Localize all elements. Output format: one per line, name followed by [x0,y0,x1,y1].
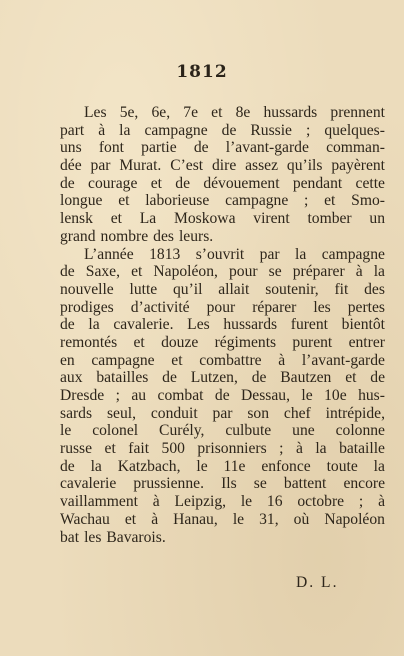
text-line: de Saxe, et Napoléon, pour se préparer à la [60,263,385,281]
text-line: L’année 1813 s’ouvrit par la campagne [84,245,385,263]
text-line: remontés et douze régiments purent entrer [60,333,385,351]
text-line: dée par Murat. C’est dire assez qu’ils payèrent [60,157,385,175]
text-line: grand nombre des leurs. [60,227,214,245]
text-line: de la Katzbach, le 11e enfonce toute la [60,457,385,475]
text-line: vaillamment à Leipzig, le 16 octobre ; à [60,493,385,511]
text-line: aux batailles de Lutzen, de Bautzen et de [60,369,385,387]
text-line: lensk et La Moskowa virent tomber un [60,210,385,228]
text-line: nouvelle lutte qu’il allait soutenir, fit des [60,280,385,298]
text-line: cavalerie prussienne. Ils se battent encore [60,475,385,493]
text-line: le colonel Curély, culbute une colonne [60,422,385,440]
signature: D. L. [296,574,339,591]
text-line: uns font partie de l’avant-garde comman- [60,139,385,157]
text-line: Les 5e, 6e, 7e et 8e hussards prennent [84,104,385,121]
text-line: sards seul, conduit par son chef intrépide, [60,404,385,422]
body-text [60,104,385,546]
text-line: de la cavalerie. Les hussards furent bientôt [60,316,385,334]
text-line: en campagne et combattre à l’avant-garde [60,351,385,369]
text-line: part à la campagne de Russie ; quelques- [60,121,385,139]
text-line: bat les Bavarois. [60,528,166,546]
text-line: Dresde ; au combat de Dessau, le 10e hus- [60,387,385,404]
text-line: longue et laborieuse campagne ; et Smo- [60,192,385,210]
page-heading: 1812 [176,62,228,82]
text-line: Wachau et à Hanau, le 31, où Napoléon [60,510,385,528]
text-line: russe et fait 500 prisonniers ; à la bataille [60,440,385,458]
text-line: de courage et de dévouement pendant cette [60,174,385,192]
text-line: prodiges d’activité pour réparer les pertes [60,298,385,316]
